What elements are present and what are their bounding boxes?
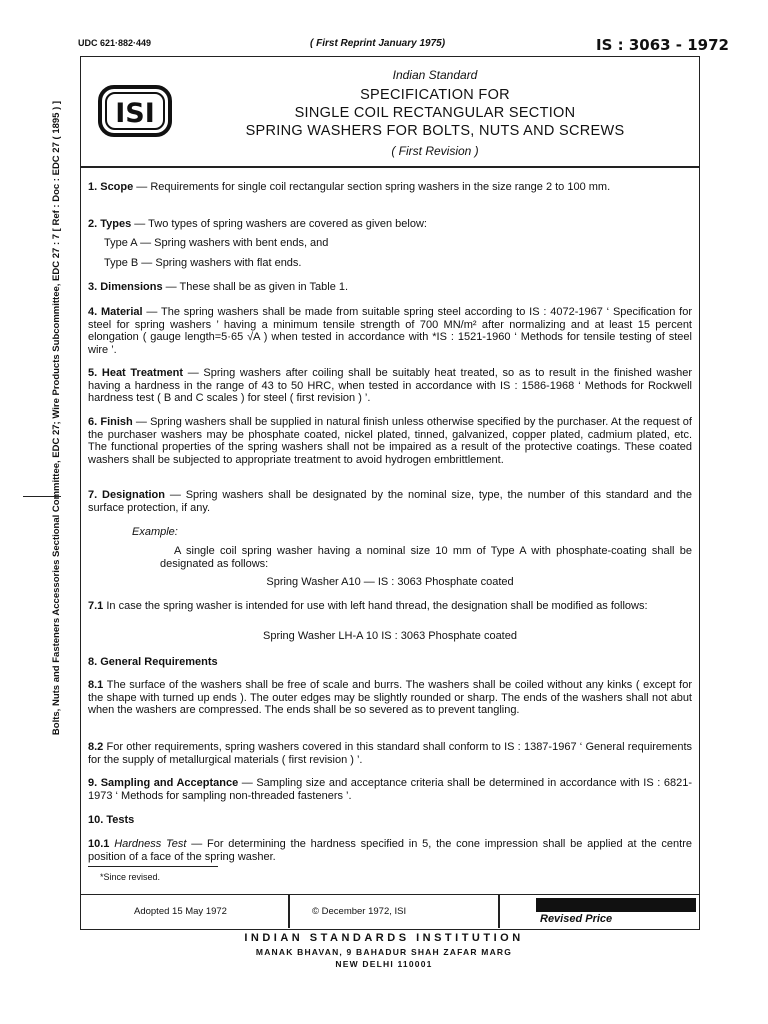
section-heading: 3. Dimensions xyxy=(88,281,163,293)
section-designation xyxy=(88,489,692,514)
subsection-title: Hardness Test xyxy=(109,838,187,850)
section-scope xyxy=(88,181,692,194)
is-number: IS : 3063 - 1972 xyxy=(596,36,729,54)
section-heading: 6. Finish xyxy=(88,416,133,428)
section-heading: 2. Types xyxy=(88,218,132,230)
section-tests xyxy=(88,814,692,827)
section-dimensions xyxy=(88,281,692,294)
institution-city: NEW DELHI 110001 xyxy=(335,959,433,969)
section-text: — Spring washers after coiling shall be suitably heat treated, so as to result in the finished washer having a hardness in the range of 43 to 50 HRC, when tested in accordance with IS : 1586-1968 ‘ Methods for Rockwell hardness test ( B and C scales ) for steel ( first revision ) ’. xyxy=(88,367,692,404)
section-7-1 xyxy=(88,600,692,613)
footer-separator xyxy=(288,894,290,928)
section-text: — These shall be as given in Table 1. xyxy=(162,281,349,293)
committee-sidebar: Bolts, Nuts and Fasteners Accessories Sectional Committee, EDC 27; Wire Products Subcommittee, EDC 27 : 7 [ Ref : Doc : EDC 27 ( 1895 ) ] xyxy=(51,100,62,736)
title-line-3: SPRING WASHERS FOR BOLTS, NUTS AND SCREWS xyxy=(245,123,625,139)
section-text: — For determining the hardness specified in 5, the cone impression shall be applied at the centre position of a face of the spring washer. xyxy=(88,838,692,863)
section-sampling xyxy=(88,777,692,802)
section-heading: 5. Heat Treatment xyxy=(88,367,183,379)
isi-logo-icon xyxy=(98,85,172,137)
reprint-note: ( First Reprint January 1975) xyxy=(310,38,446,49)
section-text: — The spring washers shall be made from suitable spring steel according to IS : 4072-1967 ‘ Specification for steel for spring washers ’ having a minimum tensile strength of 700 MN/m² after normalizing and at least 15 percent elongation ( gauge length=5·65 √A ) when tested in accordance with *IS : 1521-1960 ‘ Methods for tensile testing of steel wire ’. xyxy=(88,306,692,356)
section-heading: 10.1 xyxy=(88,838,110,850)
section-8-1 xyxy=(88,679,692,717)
section-text: The surface of the washers shall be free of scale and burrs. The washers shall be coiled without any kinks ( except for the shape with turned up ends ). The outer edges may be slightly rounded or sharp. The ends of the washers shall not abut when the washers are compressed. The ends shall be so severed as to prevent tangling. xyxy=(88,679,692,716)
copyright-note: © December 1972, ISI xyxy=(312,906,407,917)
revised-price: Revised Price xyxy=(540,913,613,925)
revision-label: ( First Revision ) xyxy=(391,144,479,158)
section-text: — Spring washers shall be designated by the nominal size, type, the number of this standard and the surface protection, if any. xyxy=(88,489,692,514)
institution-address: MANAK BHAVAN, 9 BAHADUR SHAH ZAFAR MARG xyxy=(255,947,513,957)
institution-name: INDIAN STANDARDS INSTITUTION xyxy=(244,932,524,944)
type-a-item: Type A — Spring washers with bent ends, and xyxy=(104,237,329,249)
section-text: — Requirements for single coil rectangular section spring washers in the size range 2 to 100 mm. xyxy=(133,181,611,193)
adopted-date: Adopted 15 May 1972 xyxy=(134,906,227,917)
example-designation: Spring Washer A10 — IS : 3063 Phosphate coated xyxy=(266,576,514,588)
footnote-rule xyxy=(88,866,218,867)
section-text: — Two types of spring washers are covered as given below: xyxy=(131,218,427,230)
redaction-bar xyxy=(536,898,696,912)
section-text: — Sampling size and acceptance criteria shall be determined in accordance with IS : 6821-1973 ‘ Methods for sampling non-threaded fasteners ’. xyxy=(88,777,692,802)
section-text: — Spring washers shall be supplied in natural finish unless otherwise specified by the purchaser. At the request of the purchaser washers may be phosphate coated, nickel plated, tinned, galvanized, copper plated, cadmium plated, etc. The functional properties of the spring washers shall not be impaired as a result of the protective coatings. These coated washers shall be subjected to appropriate treatment to avoid hydrogen embrittlement. xyxy=(88,416,692,466)
section-text: In case the spring washer is intended for use with left hand thread, the designation shall be modified as follows: xyxy=(103,600,648,612)
title-line-1: SPECIFICATION FOR xyxy=(360,87,510,103)
title-line-2: SINGLE COIL RECTANGULAR SECTION xyxy=(294,105,576,121)
footnote: *Since revised. xyxy=(100,872,161,882)
section-types xyxy=(88,218,692,231)
section-heat-treatment xyxy=(88,367,692,405)
section-heading: 8.1 xyxy=(88,679,104,691)
section-heading: 1. Scope xyxy=(88,181,134,193)
svg-text:ISI: ISI xyxy=(115,98,155,129)
section-heading: 7.1 xyxy=(88,600,104,612)
footer-separator xyxy=(498,894,500,928)
standard-label: Indian Standard xyxy=(392,68,478,82)
section-material xyxy=(88,306,692,356)
type-b-item: Type B — Spring washers with flat ends. xyxy=(104,257,302,269)
section-text: For other requirements, spring washers covered in this standard shall conform to IS : 1387-1967 ‘ General requirements for the supply of metallurgical materials ( first revision ) ’. xyxy=(88,741,692,766)
header-divider xyxy=(80,166,700,168)
section-finish xyxy=(88,416,692,466)
section-general-requirements xyxy=(88,656,692,669)
section-heading: 4. Material xyxy=(88,306,143,318)
lh-designation: Spring Washer LH-A 10 IS : 3063 Phosphate coated xyxy=(263,630,517,642)
example-text: A single coil spring washer having a nominal size 10 mm of Type A with phosphate-coating shall be designated as follows: xyxy=(160,545,692,570)
section-heading: 8.2 xyxy=(88,741,104,753)
udc-code: UDC 621·882·449 xyxy=(78,38,152,48)
example-label: Example: xyxy=(132,526,178,538)
section-10-1 xyxy=(88,838,692,863)
section-heading: 10. Tests xyxy=(88,814,135,826)
section-heading: 9. Sampling and Acceptance xyxy=(88,777,239,789)
margin-tick xyxy=(23,496,61,497)
section-8-2 xyxy=(88,741,692,766)
footer-divider xyxy=(80,894,700,895)
section-heading: 7. Designation xyxy=(88,489,165,501)
section-heading: 8. General Requirements xyxy=(88,656,218,668)
